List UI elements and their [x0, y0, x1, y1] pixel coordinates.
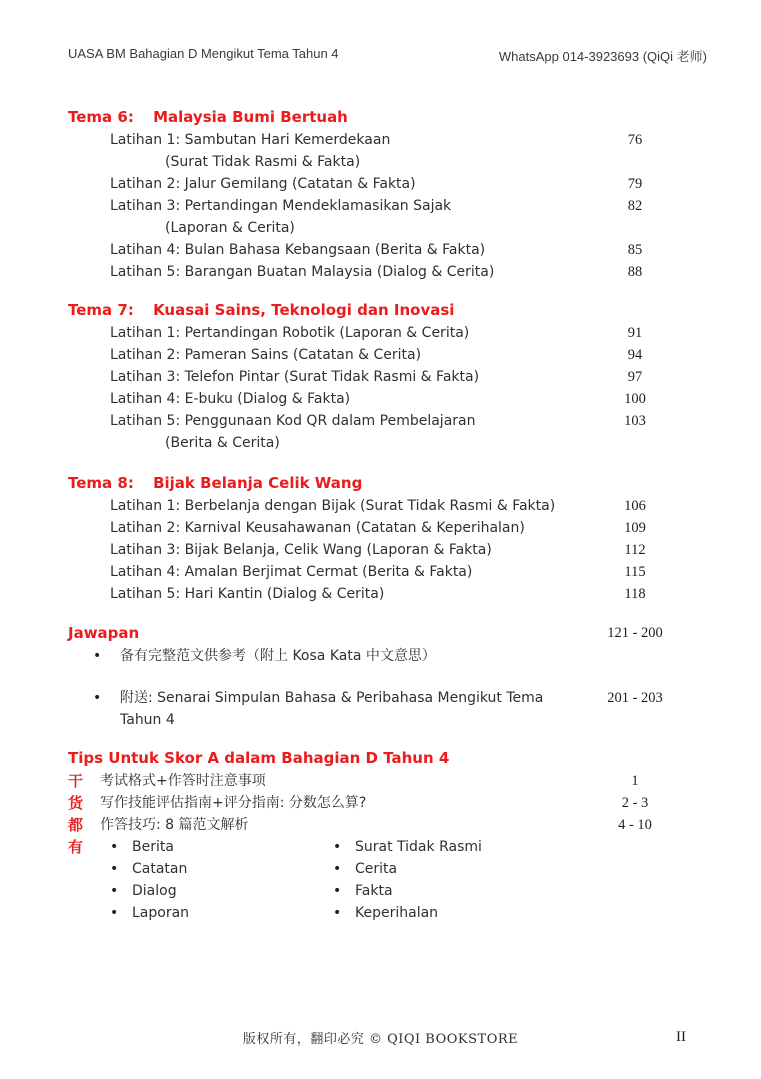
list-item: [110, 902, 291, 924]
toc-row-continuation: [68, 432, 680, 454]
toc-page-range: 2 - 3: [621, 795, 649, 811]
toc-row: [68, 173, 680, 195]
jawapan-bullet-text: 附送: Senarai Simpulan Bahasa & Peribahasa Mengikut Tema: [120, 690, 544, 706]
bullet-icon: •: [333, 883, 342, 899]
genre-label: Laporan: [132, 905, 190, 921]
genre-label: Berita: [132, 839, 174, 855]
toc-row: [68, 195, 680, 217]
toc-page-number: 82: [627, 198, 643, 214]
jawapan-bullet-row: [68, 687, 680, 709]
bullet-icon: •: [333, 861, 342, 877]
toc-item-label: Latihan 1: Sambutan Hari Kemerdekaan: [110, 132, 391, 148]
side-char: 有: [68, 838, 84, 856]
header-left-title: UASA BM Bahagian D Mengikut Tema Tahun 4: [68, 46, 339, 61]
bullet-icon: •: [110, 905, 119, 921]
toc-row: [68, 495, 680, 517]
toc-page-number: 118: [624, 586, 646, 602]
toc-item-label: Latihan 5: Barangan Buatan Malaysia (Dialog & Cerita): [110, 264, 495, 280]
section-name: Malaysia Bumi Bertuah: [153, 108, 348, 126]
jawapan-bullet-row: [68, 645, 680, 667]
toc-item-subtitle: (Surat Tidak Rasmi & Fakta): [165, 154, 361, 170]
section-label: Tema 7:: [68, 301, 134, 319]
footer-copyright: 版权所有，翻印必究 © QIQI BOOKSTORE: [242, 1032, 519, 1047]
toc-row: [68, 388, 680, 410]
toc-page-range: 121 - 200: [607, 625, 663, 641]
section-label: Tema 6:: [68, 108, 134, 126]
toc-item-label: Latihan 4: Amalan Berjimat Cermat (Berita & Fakta): [110, 564, 473, 580]
toc-row: [68, 561, 680, 583]
genre-label: Cerita: [355, 861, 398, 877]
toc-page-number: 1: [631, 773, 639, 789]
toc-row-continuation: [68, 151, 680, 173]
toc-page-number: 115: [624, 564, 646, 580]
tips-row: [68, 814, 680, 836]
toc-row: [68, 517, 680, 539]
bullet-icon: •: [93, 690, 102, 706]
tips-item-label: 作答技巧: 8 篇范文解析: [100, 817, 249, 833]
list-item: [110, 880, 291, 902]
bullet-icon: •: [110, 883, 119, 899]
toc-page-number: 103: [624, 413, 646, 429]
toc-page-number: 97: [627, 369, 643, 385]
toc-page-number: 94: [627, 347, 643, 363]
genre-list-left: [110, 836, 291, 924]
section-title: Tips Untuk Skor A dalam Bahagian D Tahun 4: [68, 749, 450, 767]
toc-item-label: Latihan 4: Bulan Bahasa Kebangsaan (Berita & Fakta): [110, 242, 486, 258]
genre-label: Surat Tidak Rasmi: [355, 839, 482, 855]
vertical-red-characters: [68, 770, 92, 858]
toc-item-label: Latihan 5: Hari Kantin (Dialog & Cerita): [110, 586, 385, 602]
bullet-icon: •: [333, 905, 342, 921]
section-title: [68, 298, 680, 322]
toc-page-number: 112: [624, 542, 646, 558]
jawapan-heading-row: [68, 621, 680, 645]
tips-row: [68, 792, 680, 814]
toc-page-number: 100: [624, 391, 646, 407]
toc-row-continuation: [68, 217, 680, 239]
toc-page-number: 91: [627, 325, 643, 341]
toc-item-label: Latihan 3: Telefon Pintar (Surat Tidak Rasmi & Fakta): [110, 369, 480, 385]
list-item: [333, 836, 482, 858]
footer-page-number: II: [676, 1029, 686, 1045]
genre-label: Dialog: [132, 883, 177, 899]
jawapan-bullet-continuation: Tahun 4: [120, 712, 175, 728]
side-char: 货: [68, 794, 84, 812]
section-title: Jawapan: [68, 624, 140, 642]
section-tips: [68, 746, 680, 924]
list-item: [333, 880, 482, 902]
bullet-icon: •: [110, 861, 119, 877]
section-tema-6: [68, 105, 680, 283]
section-title: [68, 471, 680, 495]
section-tema-8: [68, 471, 680, 605]
section-name: Bijak Belanja Celik Wang: [153, 474, 363, 492]
section-title: [68, 105, 680, 129]
genre-label: Keperihalan: [355, 905, 439, 921]
section-tema-7: [68, 298, 680, 454]
toc-page-number: 109: [624, 520, 646, 536]
toc-item-label: Latihan 2: Jalur Gemilang (Catatan & Fakta): [110, 176, 416, 192]
bullet-icon: •: [110, 839, 119, 855]
genre-bullet-lists: [110, 836, 680, 924]
jawapan-bullet-text: 备有完整范文供参考（附上 Kosa Kata 中文意思）: [120, 648, 436, 664]
toc-row: [68, 322, 680, 344]
toc-item-subtitle: (Laporan & Cerita): [165, 220, 295, 236]
genre-label: Fakta: [355, 883, 393, 899]
section-name: Kuasai Sains, Teknologi dan Inovasi: [153, 301, 455, 319]
list-item: [333, 858, 482, 880]
toc-row: [68, 261, 680, 283]
toc-row: [68, 410, 680, 432]
toc-item-label: Latihan 3: Pertandingan Mendeklamasikan Sajak: [110, 198, 452, 214]
genre-list-right: [333, 836, 482, 924]
toc-row: [68, 583, 680, 605]
toc-item-label: Latihan 5: Penggunaan Kod QR dalam Pembelajaran: [110, 413, 476, 429]
toc-item-label: Latihan 2: Karnival Keusahawanan (Catatan & Keperihalan): [110, 520, 525, 536]
list-item: [110, 858, 291, 880]
toc-page-number: 85: [627, 242, 643, 258]
toc-page-number: 79: [627, 176, 643, 192]
section-label: Tema 8:: [68, 474, 134, 492]
tips-item-label: 考试格式+作答时注意事项: [100, 773, 266, 789]
toc-item-label: Latihan 4: E-buku (Dialog & Fakta): [110, 391, 351, 407]
toc-page-number: 88: [627, 264, 643, 280]
bullet-icon: •: [333, 839, 342, 855]
toc-item-label: Latihan 2: Pameran Sains (Catatan & Cerita): [110, 347, 422, 363]
toc-page-range: 4 - 10: [618, 817, 652, 833]
tips-row: [68, 770, 680, 792]
side-char: 都: [68, 816, 84, 834]
toc-page-range: 201 - 203: [607, 690, 663, 706]
list-item: [110, 836, 291, 858]
bullet-icon: •: [93, 648, 102, 664]
list-item: [333, 902, 482, 924]
toc-row: [68, 344, 680, 366]
section-jawapan: [68, 621, 680, 731]
header-whatsapp-contact: WhatsApp 014-3923693 (QiQi 老师): [498, 49, 707, 64]
toc-row: [68, 366, 680, 388]
toc-page-number: 76: [627, 132, 643, 148]
toc-item-label: Latihan 1: Pertandingan Robotik (Laporan & Cerita): [110, 325, 470, 341]
page-header: [68, 46, 707, 65]
genre-label: Catatan: [132, 861, 188, 877]
toc-row: [68, 239, 680, 261]
toc-item-subtitle: (Berita & Cerita): [165, 435, 280, 451]
toc-row: [68, 129, 680, 151]
toc-page-number: 106: [624, 498, 646, 514]
tips-item-label: 写作技能评估指南+评分指南: 分数怎么算?: [100, 795, 367, 811]
toc-row: [68, 539, 680, 561]
toc-item-label: Latihan 3: Bijak Belanja, Celik Wang (Laporan & Fakta): [110, 542, 492, 558]
toc-item-label: Latihan 1: Berbelanja dengan Bijak (Surat Tidak Rasmi & Fakta): [110, 498, 556, 514]
side-char: 干: [68, 772, 84, 790]
